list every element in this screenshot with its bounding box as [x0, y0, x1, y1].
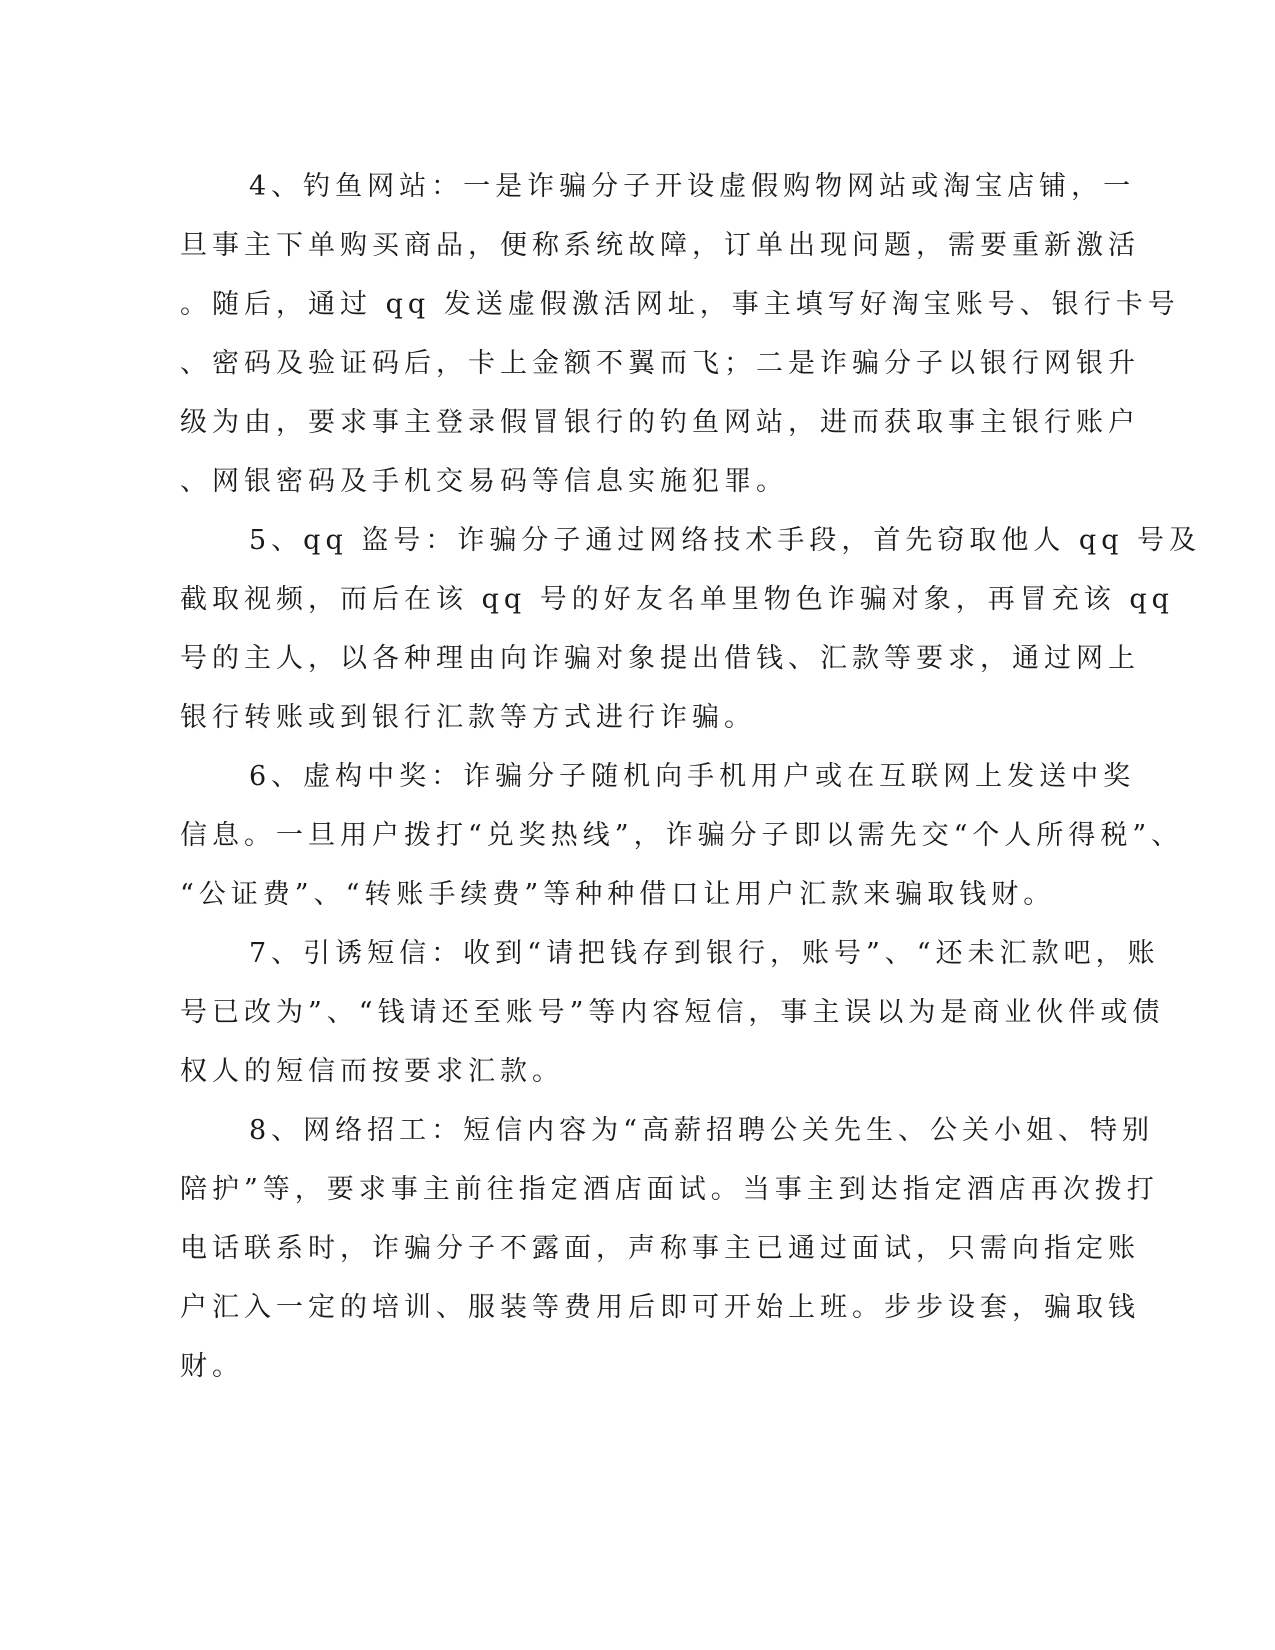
paragraph-line: 旦事主下单购买商品，便称系统故障，订单出现问题，需要重新激活 — [180, 230, 1140, 261]
paragraph-line: 级为由，要求事主登录假冒银行的钓鱼网站，进而获取事主银行账户 — [180, 407, 1140, 438]
paragraph-line: 银行转账或到银行汇款等方式进行诈骗。 — [180, 702, 756, 733]
paragraph-line: 7、引诱短信：收到“请把钱存到银行，账号”、“还未汇款吧，账 — [249, 938, 1160, 969]
paragraph-line: 5、qq 盗号：诈骗分子通过网络技术手段，首先窃取他人 qq 号及 — [249, 525, 1202, 556]
paragraph-line: 号已改为”、“钱请还至账号”等内容短信，事主误以为是商业伙伴或债 — [180, 997, 1165, 1028]
paragraph-7-lure-sms — [180, 924, 1165, 1101]
paragraph-6-fake-prize — [180, 747, 1184, 924]
paragraph-line: 权人的短信而按要求汇款。 — [180, 1056, 564, 1087]
document-body — [180, 157, 1202, 1396]
paragraph-line: “公证费”、“转账手续费”等种种借口让用户汇款来骗取钱财。 — [180, 879, 1056, 910]
paragraph-line: 。随后，通过 qq 发送虚假激活网址，事主填写好淘宝账号、银行卡号 — [180, 289, 1180, 320]
paragraph-4-phishing-websites — [180, 157, 1180, 511]
paragraph-line: 截取视频，而后在该 qq 号的好友名单里物色诈骗对象，再冒充该 qq — [180, 584, 1174, 615]
paragraph-line: 财。 — [180, 1351, 244, 1382]
paragraph-line: 8、网络招工：短信内容为“高薪招聘公关先生、公关小姐、特别 — [249, 1115, 1154, 1146]
paragraph-5-qq-account-theft — [180, 511, 1202, 747]
paragraph-line: 6、虚构中奖：诈骗分子随机向手机用户或在互联网上发送中奖 — [249, 761, 1136, 792]
paragraph-line: 陪护”等，要求事主前往指定酒店面试。当事主到达指定酒店再次拨打 — [180, 1174, 1159, 1205]
paragraph-line: 电话联系时，诈骗分子不露面，声称事主已通过面试，只需向指定账 — [180, 1233, 1140, 1264]
paragraph-8-online-recruitment — [180, 1101, 1159, 1396]
paragraph-line: 4、钓鱼网站：一是诈骗分子开设虚假购物网站或淘宝店铺，一 — [249, 171, 1136, 202]
paragraph-line: 信息。一旦用户拨打“兑奖热线”，诈骗分子即以需先交“个人所得税”、 — [180, 820, 1184, 851]
paragraph-line: 、网银密码及手机交易码等信息实施犯罪。 — [180, 466, 788, 497]
paragraph-line: 、密码及验证码后，卡上金额不翼而飞；二是诈骗分子以银行网银升 — [180, 348, 1140, 379]
paragraph-line: 号的主人，以各种理由向诈骗对象提出借钱、汇款等要求，通过网上 — [180, 643, 1140, 674]
paragraph-line: 户汇入一定的培训、服装等费用后即可开始上班。步步设套，骗取钱 — [180, 1292, 1140, 1323]
